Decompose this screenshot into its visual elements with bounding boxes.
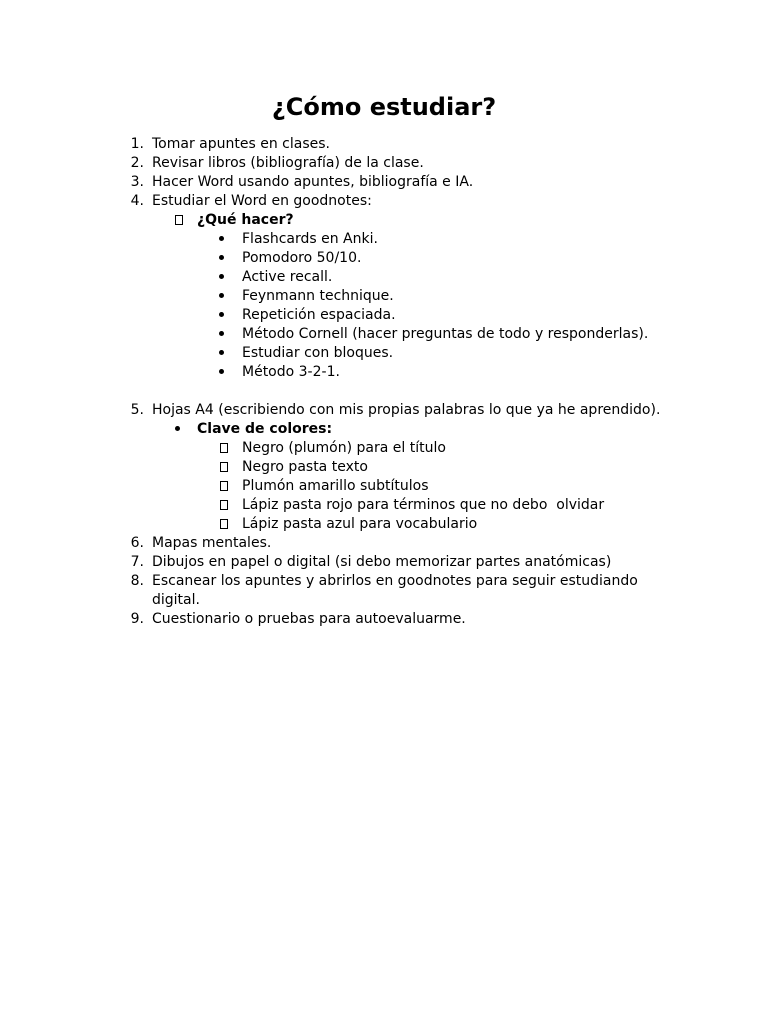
bullet-icon xyxy=(214,268,228,287)
list-text: Hacer Word usando apuntes, bibliografía e IA. xyxy=(152,174,474,190)
sub-heading-text: ¿Qué hacer? xyxy=(197,212,294,228)
list-number: 9. xyxy=(130,611,144,627)
list-text: Mapas mentales. xyxy=(152,535,272,551)
color-key-text: Lápiz pasta azul para vocabulario xyxy=(242,516,478,532)
list-number: 5. xyxy=(130,402,144,418)
sub-heading-text: Clave de colores: xyxy=(197,421,333,437)
wingding-box-icon xyxy=(217,477,231,496)
bullet-icon xyxy=(214,363,228,382)
list-text: Revisar libros (bibliografía) de la clase. xyxy=(152,155,424,171)
list-text: Dibujos en papel o digital (si debo memorizar partes anatómicas) xyxy=(152,554,612,570)
document-title: ¿Cómo estudiar? xyxy=(271,93,497,121)
bullet-icon xyxy=(214,249,228,268)
color-key-text: Negro pasta texto xyxy=(242,459,368,475)
wingding-box-icon xyxy=(217,496,231,515)
bullet-text: Pomodoro 50/10. xyxy=(242,250,362,266)
bullet-text: Repetición espaciada. xyxy=(242,307,396,323)
color-key-text: Plumón amarillo subtítulos xyxy=(242,478,429,494)
bullet-text: Active recall. xyxy=(242,269,333,285)
bullet-icon xyxy=(214,287,228,306)
wingding-box-icon xyxy=(217,439,231,458)
list-number: 4. xyxy=(130,193,144,209)
bullet-icon xyxy=(214,306,228,325)
color-key-text: Negro (plumón) para el título xyxy=(242,440,446,456)
list-number: 6. xyxy=(130,535,144,551)
color-key-text: Lápiz pasta rojo para términos que no debo olvidar xyxy=(242,497,605,513)
bullet-icon xyxy=(214,230,228,249)
list-number: 2. xyxy=(130,155,144,171)
wingding-box-icon xyxy=(217,515,231,534)
list-text: Cuestionario o pruebas para autoevaluarme. xyxy=(152,611,466,627)
bullet-icon xyxy=(170,420,184,439)
list-number: 1. xyxy=(130,136,144,152)
wingding-box-icon xyxy=(172,211,186,230)
list-number: 8. xyxy=(130,573,144,589)
bullet-text: Método Cornell (hacer preguntas de todo y responderlas). xyxy=(242,326,649,342)
list-number: 7. xyxy=(130,554,144,570)
list-number: 3. xyxy=(130,174,144,190)
list-text: Estudiar el Word en goodnotes: xyxy=(152,193,372,209)
list-text: Hojas A4 (escribiendo con mis propias palabras lo que ya he aprendido). xyxy=(152,402,661,418)
list-text: Escanear los apuntes y abrirlos en goodnotes para seguir estudiando xyxy=(152,573,638,589)
wingding-box-icon xyxy=(217,458,231,477)
bullet-icon xyxy=(214,325,228,344)
list-text: Tomar apuntes en clases. xyxy=(152,136,330,152)
bullet-text: Método 3-2-1. xyxy=(242,364,340,380)
bullet-text: Flashcards en Anki. xyxy=(242,231,378,247)
bullet-text: Feynmann technique. xyxy=(242,288,394,304)
list-text: digital. xyxy=(152,592,200,608)
bullet-text: Estudiar con bloques. xyxy=(242,345,394,361)
bullet-icon xyxy=(214,344,228,363)
